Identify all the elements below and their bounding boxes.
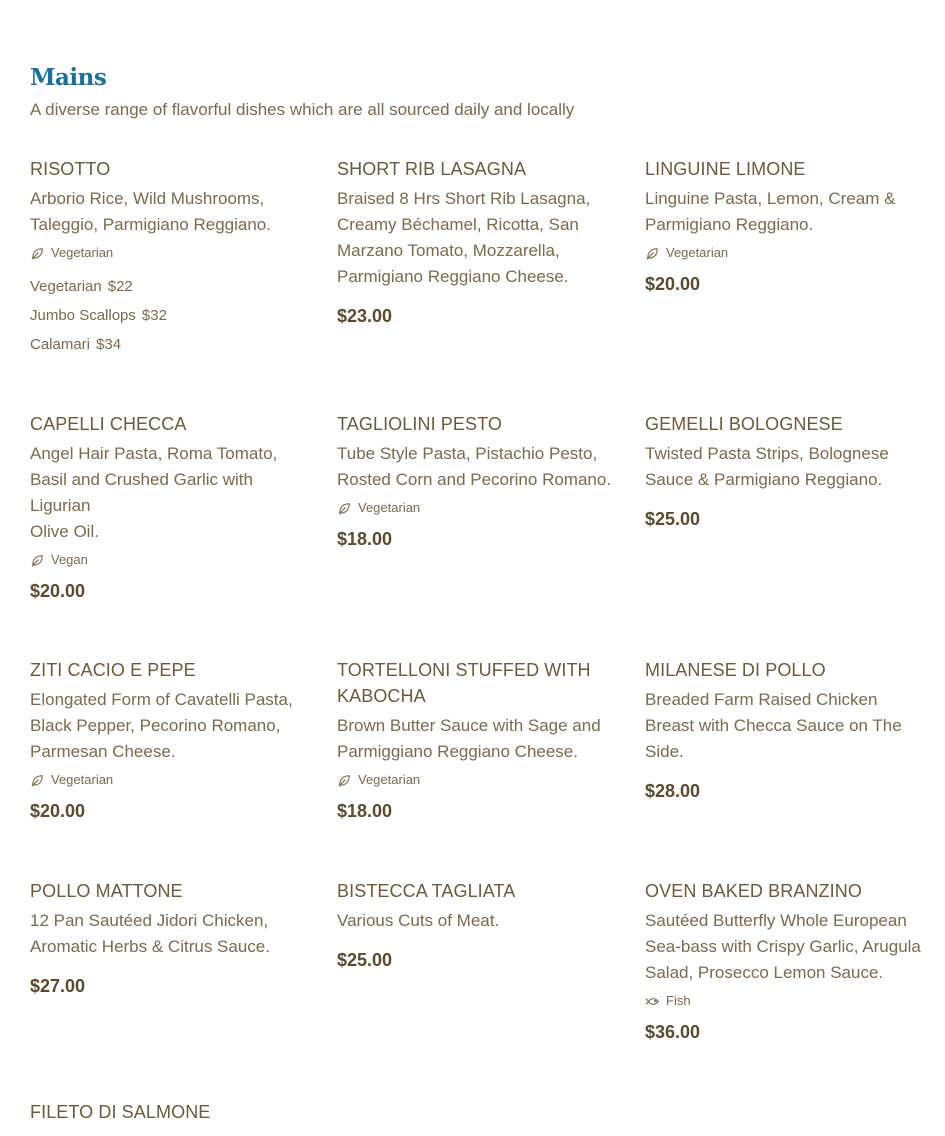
diet-tag (30, 771, 305, 789)
item-name: TORTELLONI STUFFED WITH KABOCHA (337, 660, 591, 706)
menu-item-milanese-di-pollo (645, 657, 920, 803)
diet-tag (30, 244, 305, 262)
item-name: BISTECCA TAGLIATA (337, 881, 516, 901)
item-description: Brown Butter Sauce with Sage and Parmiggiano Reggiano Cheese. (337, 716, 601, 761)
item-description: Sautéed Butterfly Whole European Sea-bass with Crispy Garlic, Arugula Salad, Prosecco Lemon Sauce. (645, 911, 921, 982)
item-name: FILETO DI SALMONE (30, 1102, 211, 1122)
item-price: $18.00 (337, 801, 393, 821)
item-name: RISOTTO (30, 159, 111, 179)
item-price: $23.00 (337, 306, 393, 326)
item-name: SHORT RIB LASAGNA (337, 159, 527, 179)
diet-label: Vegetarian (51, 772, 114, 787)
fish-icon (645, 994, 660, 1009)
item-price: $20.00 (30, 581, 86, 601)
section-title: Mains (30, 64, 107, 91)
item-description: Elongated Form of Cavatelli Pasta, Black Pepper, Pecorino Romano, Parmesan Cheese. (30, 690, 293, 761)
item-price: $28.00 (645, 781, 701, 801)
price-option: Jumbo Scallops $32 (30, 307, 167, 324)
item-description: Tube Style Pasta, Pistachio Pesto, Rosted Corn and Pecorino Romano. (337, 444, 612, 489)
diet-label: Vegetarian (666, 245, 729, 260)
section-subtitle: A diverse range of flavorful dishes which are all sourced daily and locally (30, 100, 575, 119)
menu-item-ziti-cacio-e-pepe (30, 657, 305, 823)
item-price: $27.00 (30, 976, 86, 996)
item-name: CAPELLI CHECCA (30, 414, 187, 434)
diet-tag (645, 992, 935, 1010)
menu-item-bistecca-tagliata (337, 878, 612, 972)
diet-label: Fish (666, 993, 691, 1008)
leaf-icon (30, 246, 45, 261)
menu-item-oven-baked-branzino (645, 878, 935, 1044)
price-options (30, 272, 305, 359)
item-price: $20.00 (30, 801, 86, 821)
item-name: LINGUINE LIMONE (645, 159, 806, 179)
item-description: Linguine Pasta, Lemon, Cream & Parmigiano Reggiano. (645, 189, 896, 234)
diet-tag (337, 771, 612, 789)
item-name: OVEN BAKED BRANZINO (645, 881, 862, 901)
item-price: $36.00 (645, 1022, 701, 1042)
menu-item-short-rib-lasagna (337, 156, 612, 328)
item-description: Breaded Farm Raised Chicken Breast with Checca Sauce on The Side. (645, 690, 902, 761)
item-description: Twisted Pasta Strips, Bolognese Sauce & Parmigiano Reggiano. (645, 444, 889, 489)
diet-label: Vegan (51, 552, 88, 567)
menu-item-fileto-di-salmone (30, 1099, 305, 1125)
item-price: $25.00 (337, 950, 393, 970)
leaf-icon (30, 773, 45, 788)
menu-item-tagliolini-pesto (337, 411, 612, 551)
diet-label: Vegetarian (358, 772, 421, 787)
leaf-icon (337, 773, 352, 788)
menu-item-capelli-checca (30, 411, 305, 603)
item-description: Various Cuts of Meat. (337, 911, 500, 930)
item-name: GEMELLI BOLOGNESE (645, 414, 843, 434)
diet-label: Vegetarian (51, 245, 114, 260)
diet-tag (30, 551, 305, 569)
item-description: Braised 8 Hrs Short Rib Lasagna, Creamy Béchamel, Ricotta, San Marzano Tomato, Mozzarella, Parmigiano Reggiano Cheese. (337, 189, 591, 286)
item-description: Arborio Rice, Wild Mushrooms, Taleggio, Parmigiano Reggiano. (30, 189, 271, 234)
diet-label: Vegetarian (358, 500, 421, 515)
item-name: MILANESE DI POLLO (645, 660, 826, 680)
menu-item-linguine-limone (645, 156, 920, 296)
price-option: Calamari $34 (30, 336, 122, 353)
item-price: $20.00 (645, 274, 701, 294)
item-price: $25.00 (645, 509, 701, 529)
item-name: POLLO MATTONE (30, 881, 183, 901)
leaf-icon (645, 246, 660, 261)
price-option: Vegetarian $22 (30, 278, 133, 295)
menu-item-pollo-mattone (30, 878, 305, 998)
item-name: TAGLIOLINI PESTO (337, 414, 502, 434)
menu-item-gemelli-bolognese (645, 411, 920, 531)
diet-tag (645, 244, 920, 262)
menu-item-tortelloni (337, 657, 612, 823)
item-name: ZITI CACIO E PEPE (30, 660, 196, 680)
item-price: $18.00 (337, 529, 393, 549)
leaf-icon (337, 501, 352, 516)
menu-item-risotto (30, 156, 305, 359)
leaf-icon (30, 553, 45, 568)
item-description: 12 Pan Sautéed Jidori Chicken, Aromatic Herbs & Citrus Sauce. (30, 911, 270, 956)
diet-tag (337, 499, 612, 517)
item-description: Angel Hair Pasta, Roma Tomato, Basil and Crushed Garlic with Ligurian Olive Oil. (30, 444, 278, 541)
